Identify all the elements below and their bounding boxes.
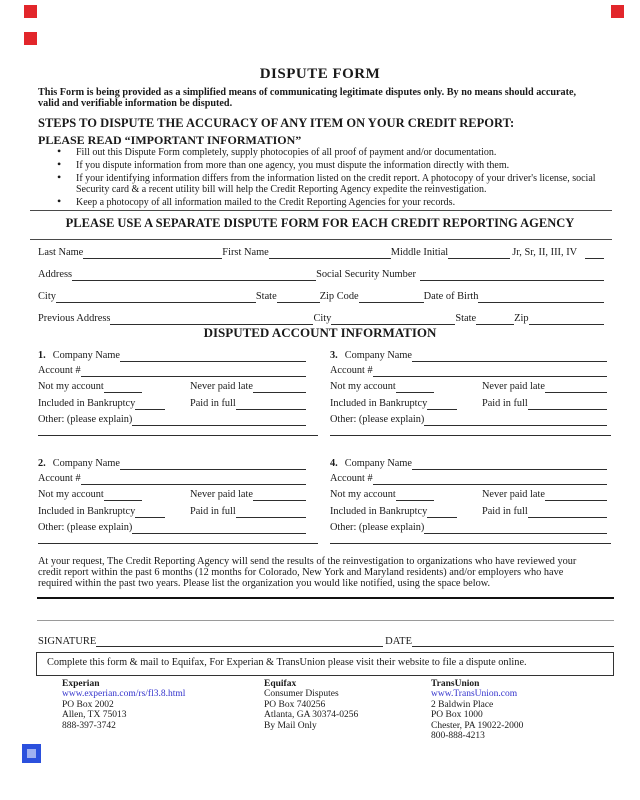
account-number-field[interactable] (373, 364, 607, 377)
other-extra-line[interactable] (38, 435, 318, 436)
state-label: State (255, 291, 277, 302)
not-my-account-label: Not my account (38, 489, 104, 500)
list-item: • Fill out this Dispute Form completely, supply photocopies of all proof of payment and/or documentation. (57, 147, 597, 158)
instruction-list (57, 147, 597, 209)
paid-in-full-label: Paid in full (482, 506, 528, 517)
company-name-field[interactable] (120, 349, 306, 362)
red-corner-marker-top-right (611, 5, 624, 18)
city-label: City (38, 291, 56, 302)
bankruptcy-label: Included in Bankruptcy (38, 506, 136, 517)
company-name-label: Company Name (344, 350, 412, 361)
block-number: 2. (38, 458, 46, 469)
agency-address-line: Consumer Disputes (264, 689, 339, 700)
bankruptcy-label: Included in Bankruptcy (330, 398, 428, 409)
agency-name: Equifax (264, 679, 297, 689)
agency-name: TransUnion (431, 679, 480, 689)
agency-address-line: PO Box 2002 (62, 699, 114, 710)
other-field[interactable] (132, 413, 306, 426)
other-field[interactable] (424, 413, 607, 426)
dob-field[interactable] (478, 290, 604, 303)
account-number-field[interactable] (81, 472, 306, 485)
account-number-label: Account # (330, 473, 373, 484)
prev-zip-label: Zip (514, 313, 529, 324)
last-name-label: Last Name (38, 247, 84, 258)
previous-address-field[interactable] (110, 312, 313, 325)
previous-address-row (38, 312, 604, 325)
divider (30, 239, 612, 240)
prev-city-field[interactable] (331, 312, 455, 325)
account-number-field[interactable] (373, 472, 607, 485)
other-field[interactable] (424, 521, 607, 534)
never-paid-late-label: Never paid late (190, 381, 253, 392)
other-label: Other: (please explain) (330, 522, 425, 533)
paid-in-full-label: Paid in full (190, 506, 236, 517)
read-heading: PLEASE READ “IMPORTANT INFORMATION” (38, 133, 302, 147)
agency-address-line: PO Box 740256 (264, 699, 326, 710)
company-name-field[interactable] (412, 457, 607, 470)
other-label: Other: (please explain) (38, 414, 133, 425)
block-number: 3. (330, 350, 338, 361)
mail-note-text: Complete this form & mail to Equifax, For Experian & TransUnion please visit their website to file a dispute online. (47, 657, 527, 668)
signature-label: SIGNATURE (38, 636, 97, 647)
other-label: Other: (please explain) (330, 414, 425, 425)
block-number: 4. (330, 458, 338, 469)
never-paid-late-field[interactable] (545, 380, 607, 393)
not-my-account-field[interactable] (396, 380, 434, 393)
not-my-account-label: Not my account (38, 381, 104, 392)
city-row (38, 290, 604, 303)
ssn-label: Social Security Number (316, 269, 416, 280)
never-paid-late-label: Never paid late (190, 489, 253, 500)
company-name-field[interactable] (120, 457, 306, 470)
not-my-account-label: Not my account (330, 381, 396, 392)
list-item: • Keep a photocopy of all information mailed to the Credit Reporting Agencies for your records. (57, 197, 597, 208)
mail-note-box (36, 652, 614, 676)
agency-address-line: PO Box 1000 (431, 710, 483, 721)
agency-address-line: Allen, TX 75013 (62, 710, 127, 721)
agency-address-line: 2 Baldwin Place (431, 699, 494, 710)
agency-phone: 800-888-4213 (431, 731, 485, 742)
other-field[interactable] (132, 521, 306, 534)
prev-state-field[interactable] (476, 312, 514, 325)
suffix-label: Jr, Sr, II, III, IV (512, 247, 578, 258)
last-name-field[interactable] (83, 246, 222, 259)
city-field[interactable] (56, 290, 256, 303)
red-corner-marker-left (24, 32, 37, 45)
bankruptcy-field[interactable] (135, 505, 165, 518)
account-number-field[interactable] (81, 364, 306, 377)
notify-paragraph: At your request, The Credit Reporting Agency will send the results of the reinvestigation to organizations who have reviewed your credit report within the past 6 months (12 months for Colorado, New York and Maryland residents) and/or employers who have required within the past two years. Please list the organization you would like notified, using the space below. (38, 556, 577, 590)
never-paid-late-label: Never paid late (482, 489, 545, 500)
dob-label: Date of Birth (423, 291, 479, 302)
previous-address-label: Previous Address (38, 313, 111, 324)
address-row (38, 268, 604, 281)
blue-corner-marker-bottom-left (22, 744, 41, 763)
first-name-field[interactable] (269, 246, 391, 259)
never-paid-late-field[interactable] (253, 488, 306, 501)
zip-code-field[interactable] (359, 290, 424, 303)
organization-writing-line[interactable] (37, 620, 614, 621)
other-extra-line[interactable] (38, 543, 318, 544)
first-name-label: First Name (222, 247, 269, 258)
suffix-field[interactable] (585, 246, 604, 259)
transunion-website-link[interactable]: www.TransUnion.com (431, 689, 518, 700)
divider-thick (37, 597, 614, 599)
never-paid-late-label: Never paid late (482, 381, 545, 392)
bankruptcy-label: Included in Bankruptcy (330, 506, 428, 517)
agency-name: Experian (62, 679, 100, 689)
intro-text: This Form is being provided as a simplified means of communicating legitimate disputes only. By no means should accurate, valid and verifiable information be disputed. (38, 87, 577, 110)
bankruptcy-label: Included in Bankruptcy (38, 398, 136, 409)
agency-equifax (264, 679, 358, 731)
prev-city-label: City (313, 313, 332, 324)
bankruptcy-field[interactable] (427, 397, 457, 410)
steps-heading: STEPS TO DISPUTE THE ACCURACY OF ANY ITEM ON YOUR CREDIT REPORT: (38, 116, 515, 130)
block-number: 1. (38, 350, 46, 361)
agency-experian (62, 679, 185, 731)
company-name-label: Company Name (52, 458, 120, 469)
signature-field[interactable] (96, 634, 383, 647)
address-field[interactable] (72, 268, 316, 281)
paid-in-full-field[interactable] (528, 397, 607, 410)
middle-initial-label: Middle Initial (390, 247, 449, 258)
paid-in-full-label: Paid in full (190, 398, 236, 409)
name-row (38, 246, 604, 259)
bankruptcy-field[interactable] (427, 505, 457, 518)
zip-code-label: Zip Code (319, 291, 359, 302)
agency-phone: 888-397-3742 (62, 720, 116, 731)
disputed-account-heading: DISPUTED ACCOUNT INFORMATION (203, 325, 437, 340)
not-my-account-label: Not my account (330, 489, 396, 500)
paid-in-full-field[interactable] (236, 505, 306, 518)
middle-initial-field[interactable] (448, 246, 510, 259)
company-name-label: Company Name (344, 458, 412, 469)
account-number-label: Account # (38, 473, 81, 484)
not-my-account-field[interactable] (104, 488, 142, 501)
account-number-label: Account # (330, 365, 373, 376)
state-field[interactable] (277, 290, 320, 303)
red-corner-marker-top-left (24, 5, 37, 18)
other-extra-line[interactable] (330, 435, 611, 436)
list-item: • If your identifying information differs from the information listed on the credit report. A photocopy of your driver's license, social Security card & a recent utility bill will help the Credit Reporting Agency expedite the reinvestigation. (57, 173, 597, 195)
prev-state-label: State (455, 313, 477, 324)
divider (30, 210, 612, 211)
never-paid-late-field[interactable] (545, 488, 607, 501)
paid-in-full-field[interactable] (528, 505, 607, 518)
address-label: Address (38, 269, 73, 280)
signature-row (38, 634, 614, 647)
paid-in-full-label: Paid in full (482, 398, 528, 409)
bankruptcy-field[interactable] (135, 397, 165, 410)
list-item: • If you dispute information from more than one agency, you must dispute the information directly with them. (57, 160, 597, 171)
agency-note: By Mail Only (264, 720, 317, 731)
ssn-field[interactable] (420, 268, 604, 281)
account-number-label: Account # (38, 365, 81, 376)
company-name-field[interactable] (412, 349, 607, 362)
date-field[interactable] (412, 634, 614, 647)
agency-address-line: Chester, PA 19022-2000 (431, 720, 524, 731)
paid-in-full-field[interactable] (236, 397, 306, 410)
never-paid-late-field[interactable] (253, 380, 306, 393)
not-my-account-field[interactable] (396, 488, 434, 501)
company-name-label: Company Name (52, 350, 120, 361)
experian-website-link[interactable]: www.experian.com/rs/fl3.8.html (62, 689, 186, 700)
separate-form-heading: PLEASE USE A SEPARATE DISPUTE FORM FOR EACH CREDIT REPORTING AGENCY (65, 216, 575, 230)
not-my-account-field[interactable] (104, 380, 142, 393)
page-title: DISPUTE FORM (259, 66, 381, 82)
date-label: DATE (385, 636, 413, 647)
other-label: Other: (please explain) (38, 522, 133, 533)
agency-transunion (431, 679, 523, 741)
other-extra-line[interactable] (330, 543, 611, 544)
agency-address-line: Atlanta, GA 30374-0256 (264, 710, 359, 721)
prev-zip-field[interactable] (529, 312, 604, 325)
